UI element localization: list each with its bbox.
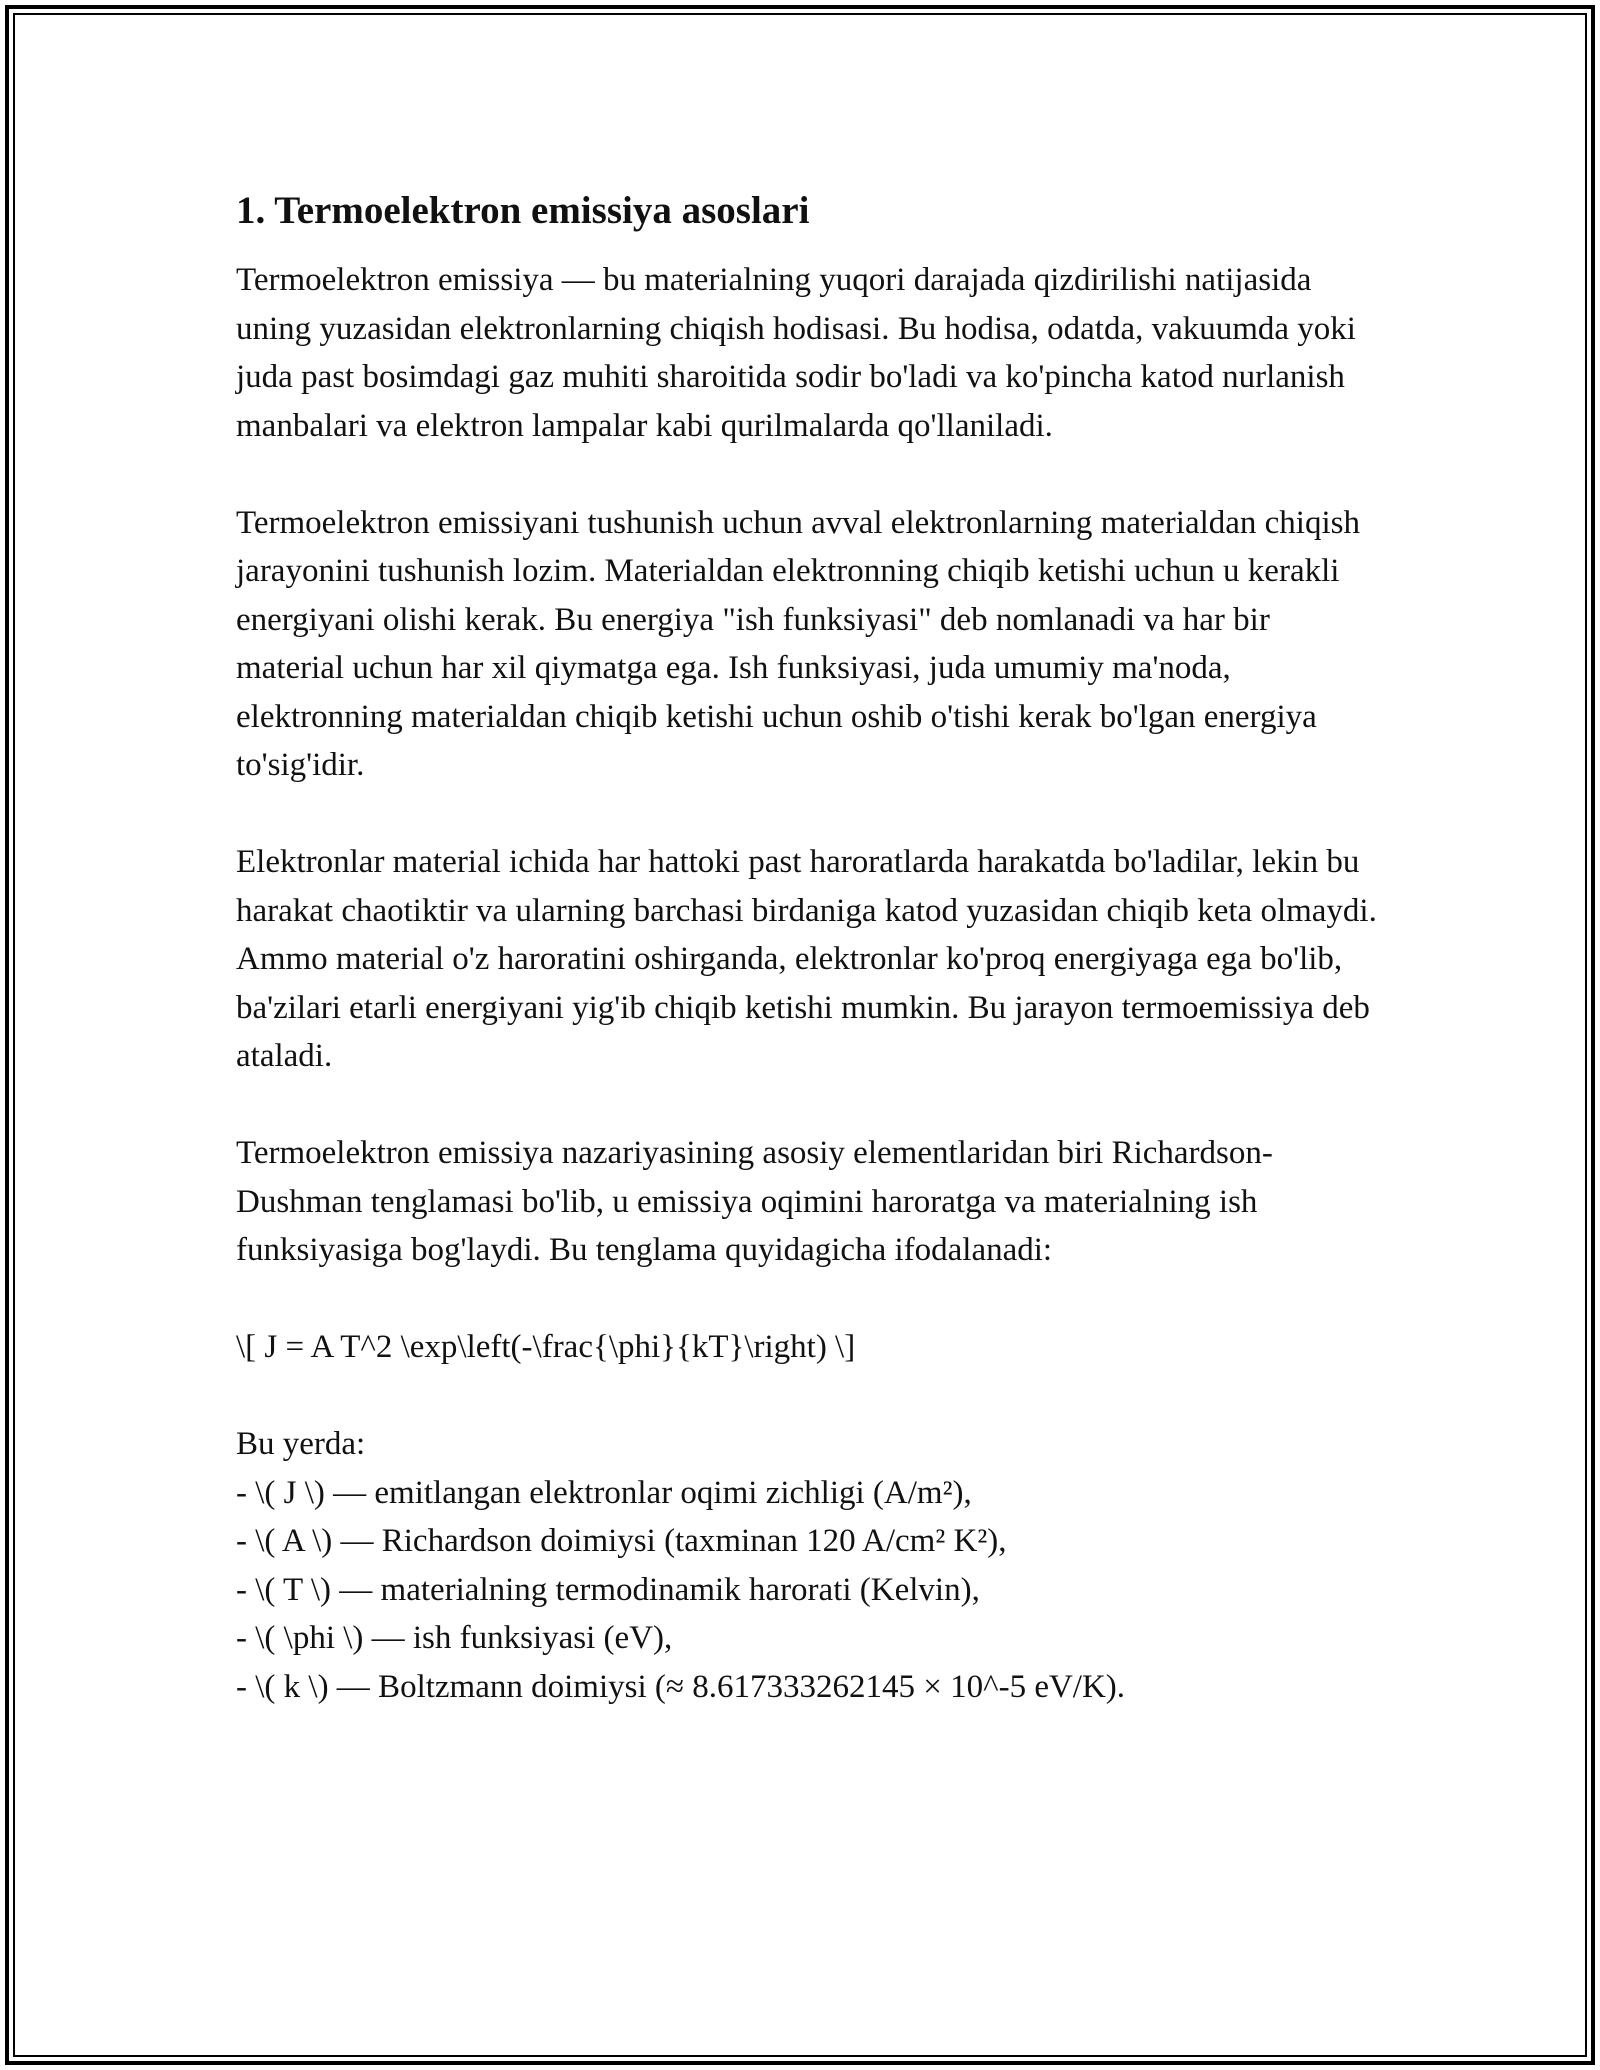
definition-item-phi: - \( \phi \) — ish funksiyasi (eV),: [236, 1620, 673, 1656]
paragraph-gap: [236, 1275, 1386, 1324]
paragraph-1: Termoelektron emissiya — bu materialning yuqori darajada qizdirilishi natijasida uning yuzasidan elektronlarning chiqish hodisasi. Bu hodisa, odatda, vakuumda yoki juda past bosimdagi gaz muhiti sharoitida sodir bo'ladi va ko'pincha katod nurlanish manbalari va elektron lampalar kabi qurilmalarda qo'llaniladi.: [236, 262, 1356, 444]
section-heading: 1. Termoelektron emissiya asoslari: [236, 189, 810, 232]
definition-item-k: - \( k \) — Boltzmann doimiysi (≈ 8.617333262145 × 10^-5 eV/K).: [236, 1668, 1126, 1705]
equation-line: \[ J = A T^2 \exp\left(-\frac{\phi}{kT}\right) \]: [236, 1329, 856, 1365]
paragraph-2: Termoelektron emissiyani tushunish uchun avval elektronlarning materialdan chiqish jarayonini tushunish lozim. Materialdan elektronning chiqib ketishi uchun u kerakli energiyani olishi kerak. Bu energiya "ish funksiyasi" deb nomlanadi va har bir material uchun har xil qiymatga ega. Ish funksiyasi, juda umumiy ma'noda, elektronning materialdan chiqib ketishi uchun oshib o'tishi kerak bo'lgan energiya to'sig'idir.: [236, 504, 1360, 783]
paragraph-3: Elektronlar material ichida har hattoki past haroratlarda harakatda bo'ladilar, lekin bu harakat chaotiktir va ularning barchasi birdaniga katod yuzasidan chiqib keta olmaydi. Ammo material o'z haroratini oshirganda, elektronlar ko'proq energiyaga ega bo'lib, ba'zilari etarli energiyani yig'ib chiqib ketishi mumkin. Bu jarayon termoemissiya deb ataladi.: [236, 844, 1377, 1074]
paragraph-gap: [236, 450, 1386, 499]
paragraph-gap: [236, 1081, 1386, 1130]
definition-item-j: - \( J \) — emitlangan elektronlar oqimi zichligi (A/m²),: [236, 1474, 972, 1511]
definitions-intro: Bu yerda:: [236, 1426, 366, 1462]
document-body: [236, 186, 1386, 1711]
definitions-block: [236, 1420, 1386, 1711]
definition-item-t: - \( T \) — materialning termodinamik harorati (Kelvin),: [236, 1571, 980, 1608]
definition-item-a: - \( A \) — Richardson doimiysi (taxminan 120 A/cm² K²),: [236, 1523, 1007, 1559]
paragraph-4: Termoelektron emissiya nazariyasining asosiy elementlaridan biri Richardson-Dushman tenglamasi bo'lib, u emissiya oqimini haroratga va materialning ish funksiyasiga bog'laydi. Bu tenglama quyidagicha ifodalanadi:: [236, 1135, 1273, 1268]
paragraph-gap: [236, 790, 1386, 839]
paragraph-gap: [236, 1372, 1386, 1421]
